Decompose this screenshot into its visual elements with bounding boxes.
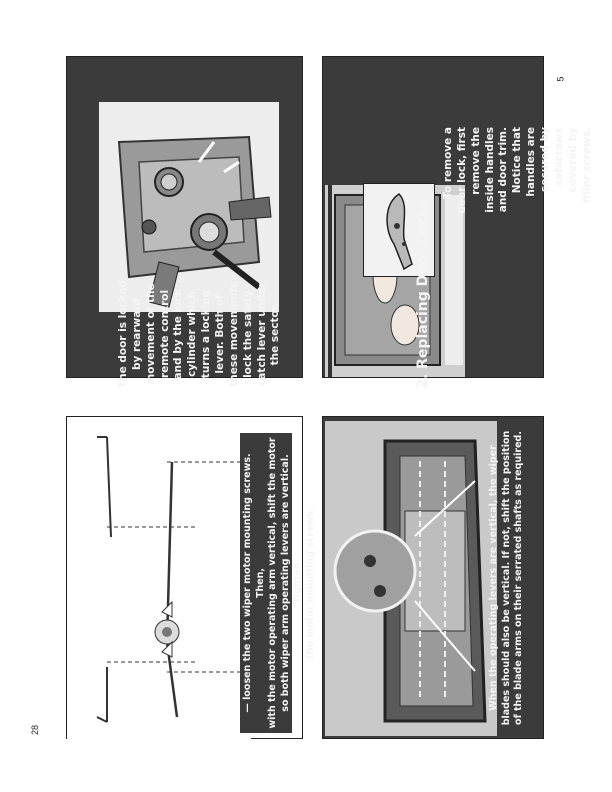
replacing-caption-line: handles are (525, 127, 538, 197)
page-number-right: 5 (555, 76, 566, 82)
replacing-caption-line: and door trim. (497, 127, 510, 213)
replacing-caption-line: Notice that (511, 127, 524, 194)
replacing-door-locks-title: 2. Replacing Door Locks (415, 199, 431, 389)
wiper-motor-caption: — loosen the two wiper motor mounting screws. Then, with the motor operating arm vertical, shift the motor so both wiper arm operating levers are vertical. Tighten the motor mounting screws. (240, 433, 292, 733)
replacing-caption-line: inside handles (483, 127, 496, 213)
replacing-caption-emphasis-filler-screws: filler screws. (580, 127, 593, 204)
door-locked-caption: The door is locked by rearward movement of the remote control and by the lock cylinder which turns a locking lever. Both of these movements lock the safety catch lever under the sector. (117, 279, 282, 389)
windshield-wiper-photo (325, 421, 497, 736)
replacing-caption-line: remove the (469, 127, 482, 195)
panel-door-locked (66, 56, 303, 389)
wiper-blades-caption: When the operating levers are vertical, the wiper blades should also be vertical. If not, shift the position of the blade arms on their serrated shafts as required. (488, 430, 525, 726)
replacing-caption-line: To remove a (442, 127, 454, 199)
page-number-left: 28 (30, 724, 41, 736)
replacing-caption-line: secured by (539, 127, 552, 192)
wiper-linkage-diagram (67, 417, 251, 740)
replacing-caption-line: covered by (566, 127, 579, 193)
panel-wiper-motor (66, 416, 316, 739)
replacing-caption (442, 127, 593, 297)
panel-wiper-blades (322, 416, 544, 739)
replacing-caption-line: door lock, first (455, 127, 468, 214)
replacing-caption-emphasis-setscrews: setscrews (552, 127, 565, 187)
panel-replacing-door-locks (322, 56, 593, 389)
